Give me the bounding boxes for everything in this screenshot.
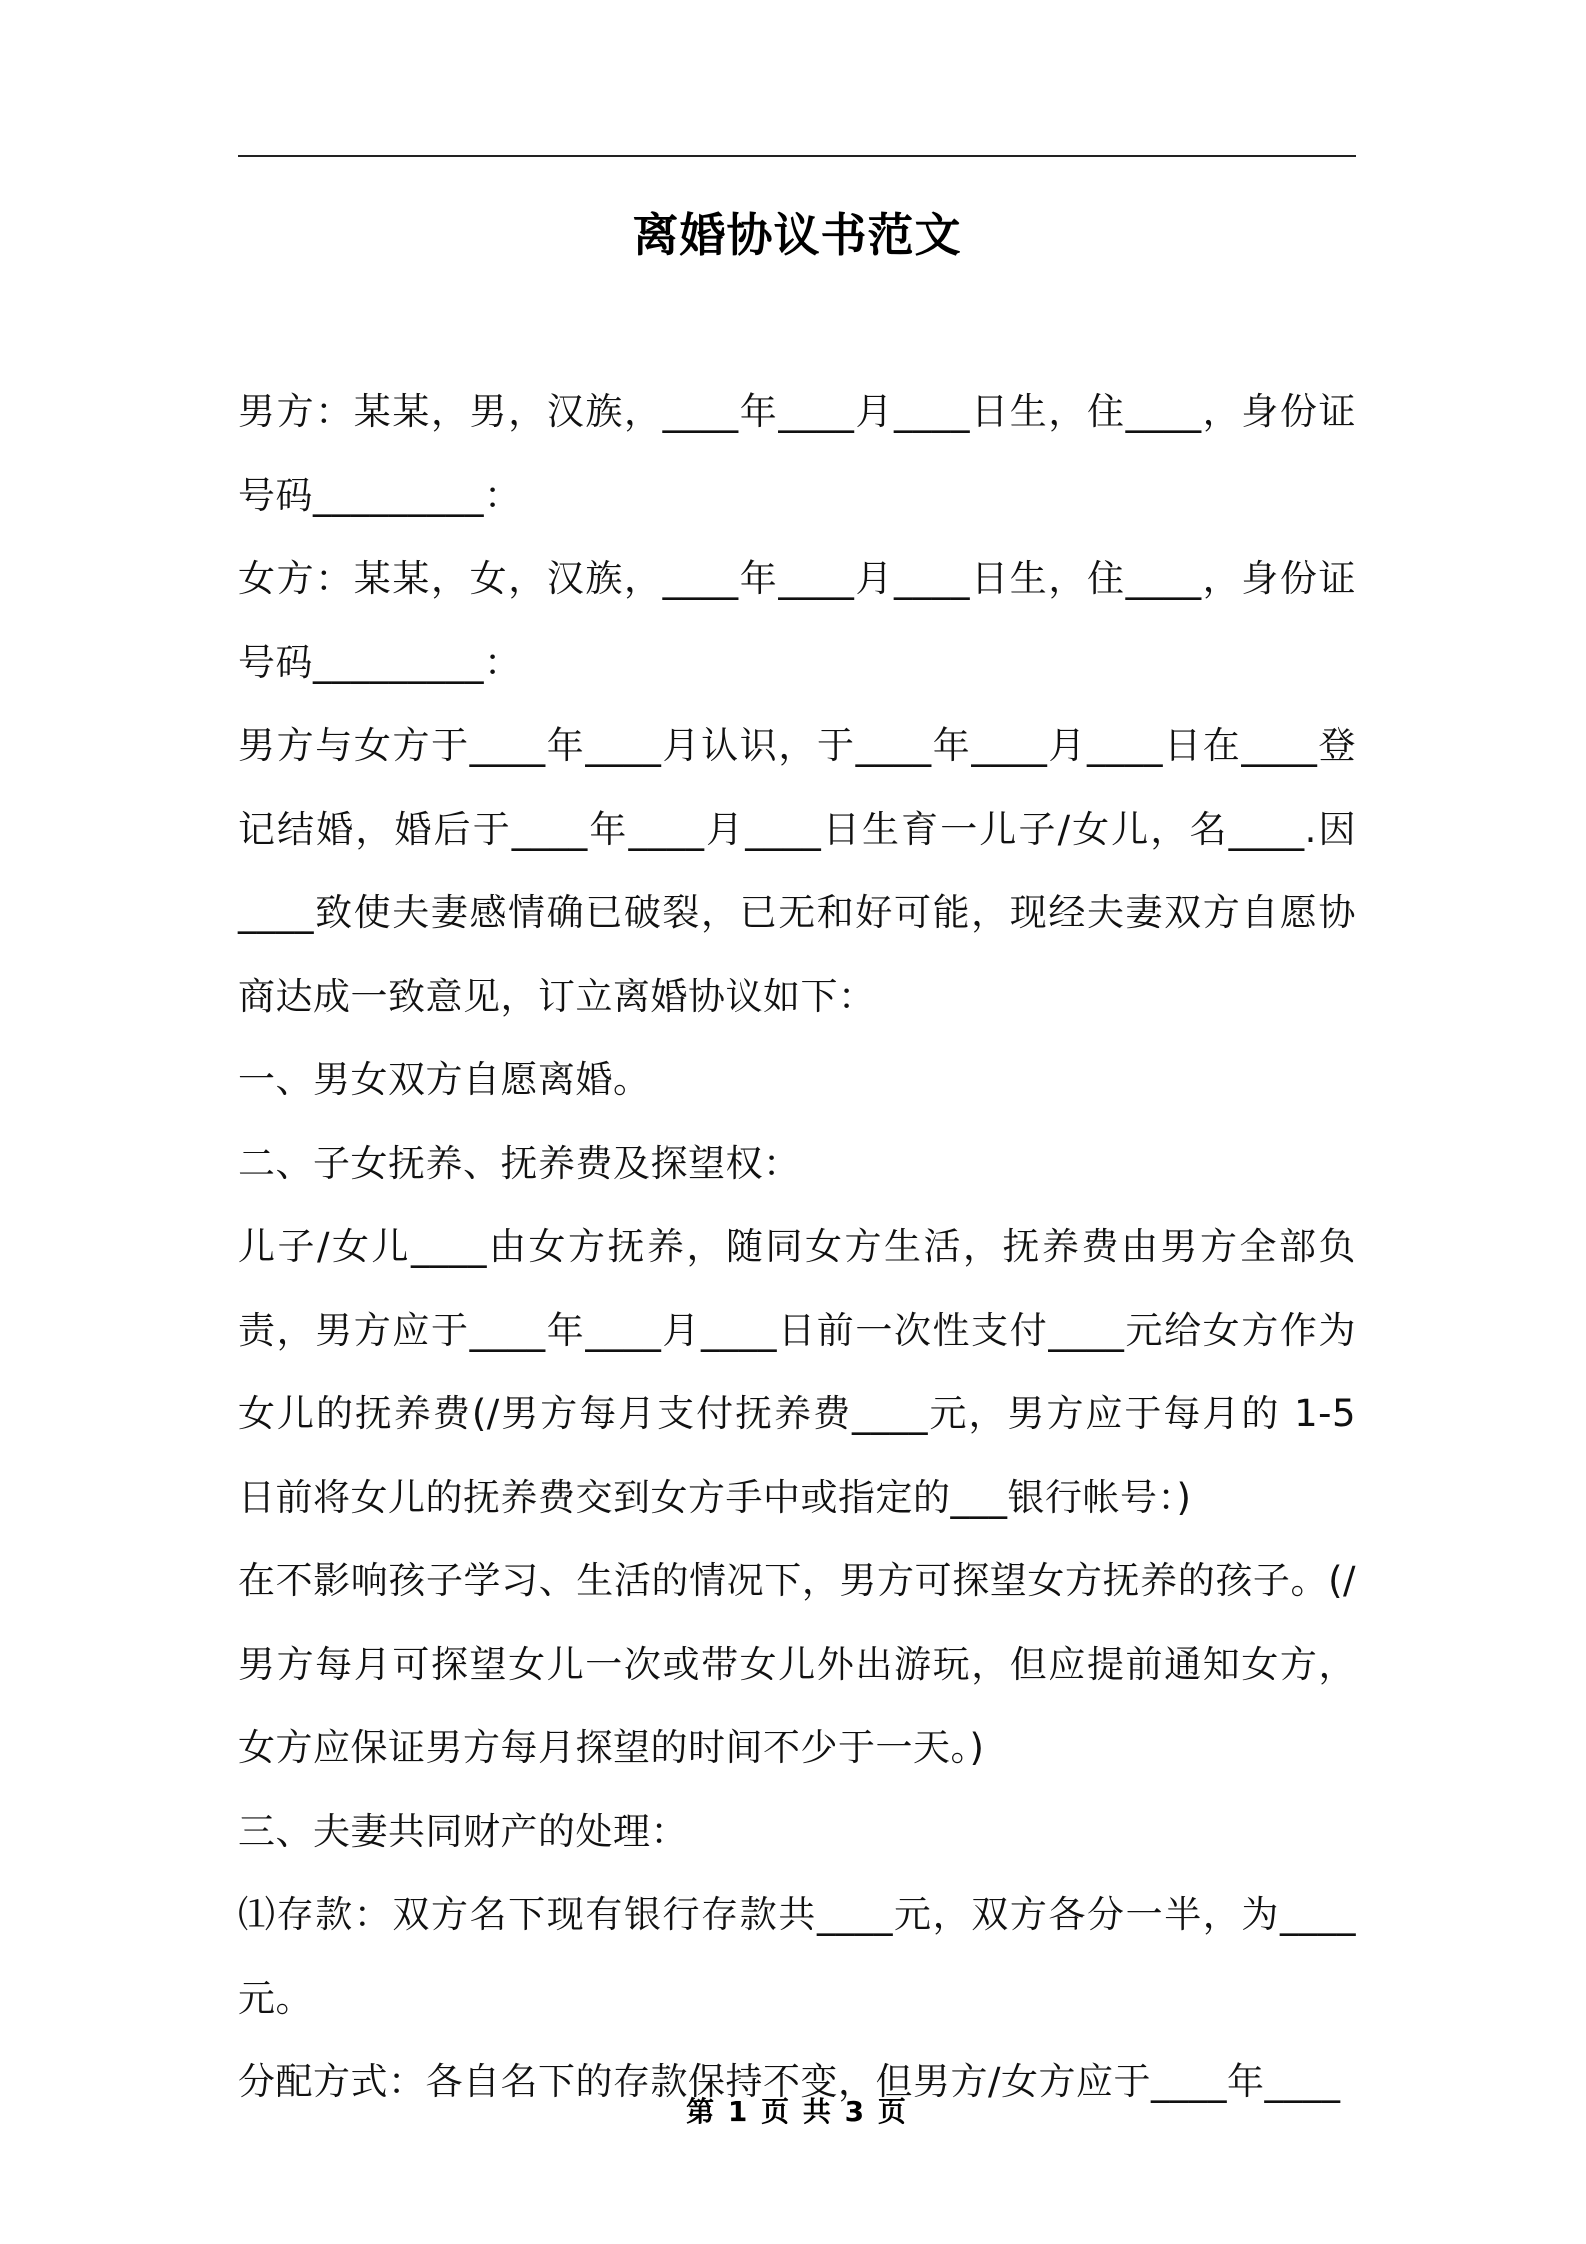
header-rule [238, 155, 1356, 157]
paragraph-male-party: 男方：某某，男，汉族，____年____月____日生，住____，身份证号码_________： [238, 390, 1356, 517]
clause-3-heading: 三、夫妻共同财产的处理： [238, 1809, 688, 1853]
document-body [238, 370, 1356, 2124]
paragraph-savings: ⑴存款：双方名下现有银行存款共____元，双方各分一半，为____元。 [238, 1893, 1356, 2020]
paragraph-child-custody: 儿子/女儿____由女方抚养，随同女方生活，抚养费由男方全部负责，男方应于____年____月____日前一次性支付____元给女方作为女儿的抚养费(/男方每月支付抚养费____元，男方应于每月的 1-5 日前将女儿的抚养费交到女方手中或指定的___银行帐号：) [238, 1225, 1356, 1519]
document-title: 离婚协议书范文 [632, 208, 962, 262]
clause-2-heading: 二、子女抚养、抚养费及探望权： [238, 1141, 801, 1185]
paragraph-female-party: 女方：某某，女，汉族，____年____月____日生，住____，身份证号码_________： [238, 557, 1356, 684]
paragraph-distribution: 分配方式：各自名下的存款保持不变，但男方/女方应于____年____ [238, 2060, 1341, 2103]
paragraph-visitation: 在不影响孩子学习、生活的情况下，男方可探望女方抚养的孩子。(/男方每月可探望女儿一次或带女儿外出游玩，但应提前通知女方，女方应保证男方每月探望的时间不少于一天。) [238, 1559, 1356, 1769]
paragraph-background: 男方与女方于____年____月认识，于____年____月____日在____登记结婚，婚后于____年____月____日生育一儿子/女儿，名____.因____致使夫妻感情确已破裂，已无和好可能，现经夫妻双方自愿协商达成一致意见，订立离婚协议如下： [238, 724, 1356, 1018]
page-footer: 第 1 页 共 3 页 [686, 2095, 908, 2128]
clause-1-divorce: 一、男女双方自愿离婚。 [238, 1058, 651, 1101]
